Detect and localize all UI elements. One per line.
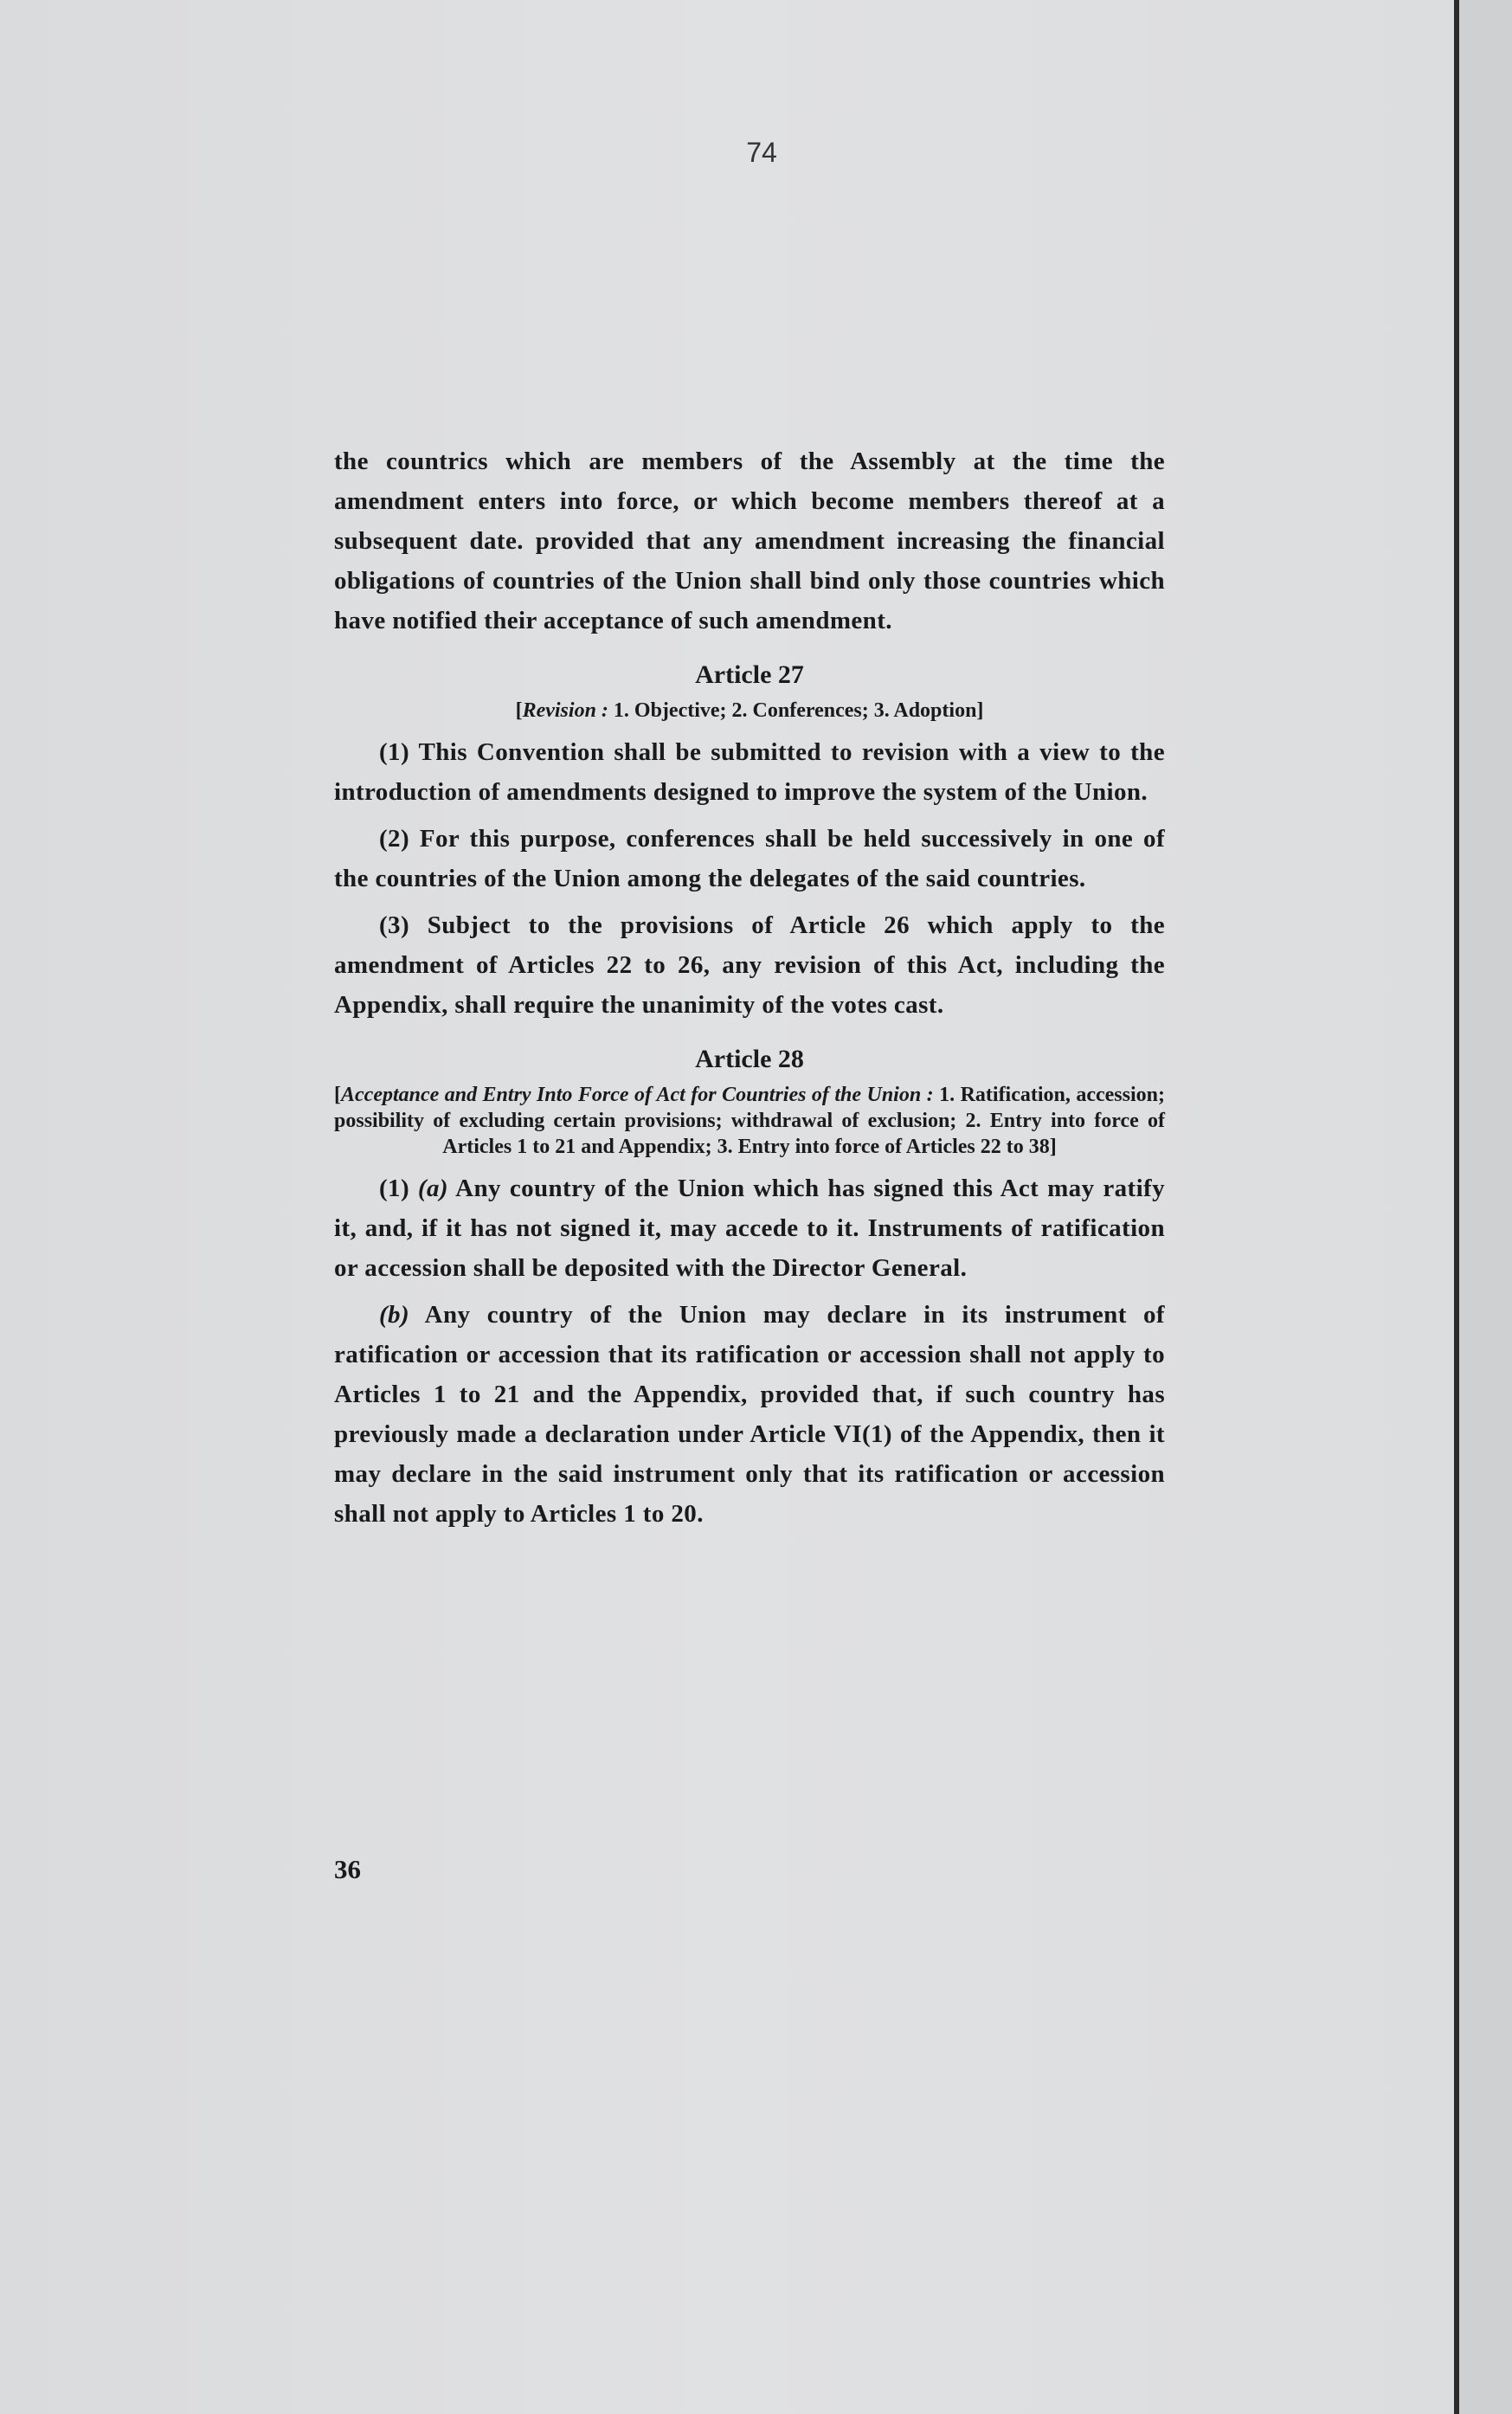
page-number-bottom: 36 [334,1854,361,1884]
article-28-para-2-letter: (b) [379,1301,410,1329]
article-28-para-1-text: Any country of the Union which has signed this Act may ratify it, and, if it has not signed it, may accede to it. Instruments of ratification or accession shall be deposited with the Director General. [334,1175,1165,1282]
page-edge [1459,0,1512,2414]
article-28-para-2-text: Any country of the Union may declare in its instrument of ratification or accession that its ratification or accession shall not apply to Articles 1 to 21 and the Appendix, provided that, if such country has previously made a declaration under Article VI(1) of the Appendix, then it may declare in the said instrument only that its ratification or accession shall not apply to Articles 1 to 20. [334,1301,1165,1528]
article-28-subheading-title: Acceptance and Entry Into Force of Act for Countries of the Union : [341,1084,934,1106]
article-27-subheading-title: Revision : [522,699,608,722]
continuation-paragraph: the countrics which are members of the Assembly at the time the amendment enters into force, or which become members thereof at a subsequent date. provided that any amendment increasing the financial obligations of countries of the Union shall bind only those countries which have notified their acceptance of such amendment. [334,447,1165,634]
article-27-subheading [334,698,1165,724]
article-28-para-2 [334,1295,1165,1534]
article-27-para-2: (2) For this purpose, conferences shall be held successively in one of the countries of the Union among the delegates of the said countries. [334,825,1165,892]
article-27-subheading-open: [ [515,699,523,722]
article-28-para-1-letter: (a) [417,1175,448,1202]
article-27-heading: Article 27 [695,660,804,689]
document-body [334,441,1165,1534]
article-27-para-1: (1) This Convention shall be submitted to revision with a view to the introduction of amendments designed to improve the system of the Union. [334,738,1165,806]
article-28-para-1-number: (1) [379,1175,418,1202]
article-28-para-1 [334,1168,1165,1288]
article-28-subheading-open: [ [334,1084,341,1106]
article-27-subheading-items: 1. Objective; 2. Conferences; 3. Adoption] [608,699,984,722]
article-28-subheading-items: 1. Ratification, accession; possibility of excluding certain provisions; withdrawal of exclusion; 2. Entry into force of Articles 1 to 21 and Appendix; 3. Entry into force of Articles 22 to 38] [334,1084,1165,1158]
article-28-subheading [334,1082,1165,1160]
article-27-para-3: (3) Subject to the provisions of Article 26 which apply to the amendment of Articles 22 to 26, any revision of this Act, including the Appendix, shall require the unanimity of the votes cast. [334,911,1165,1019]
page-number-top: 74 [746,137,777,168]
article-28-heading: Article 28 [695,1045,804,1073]
